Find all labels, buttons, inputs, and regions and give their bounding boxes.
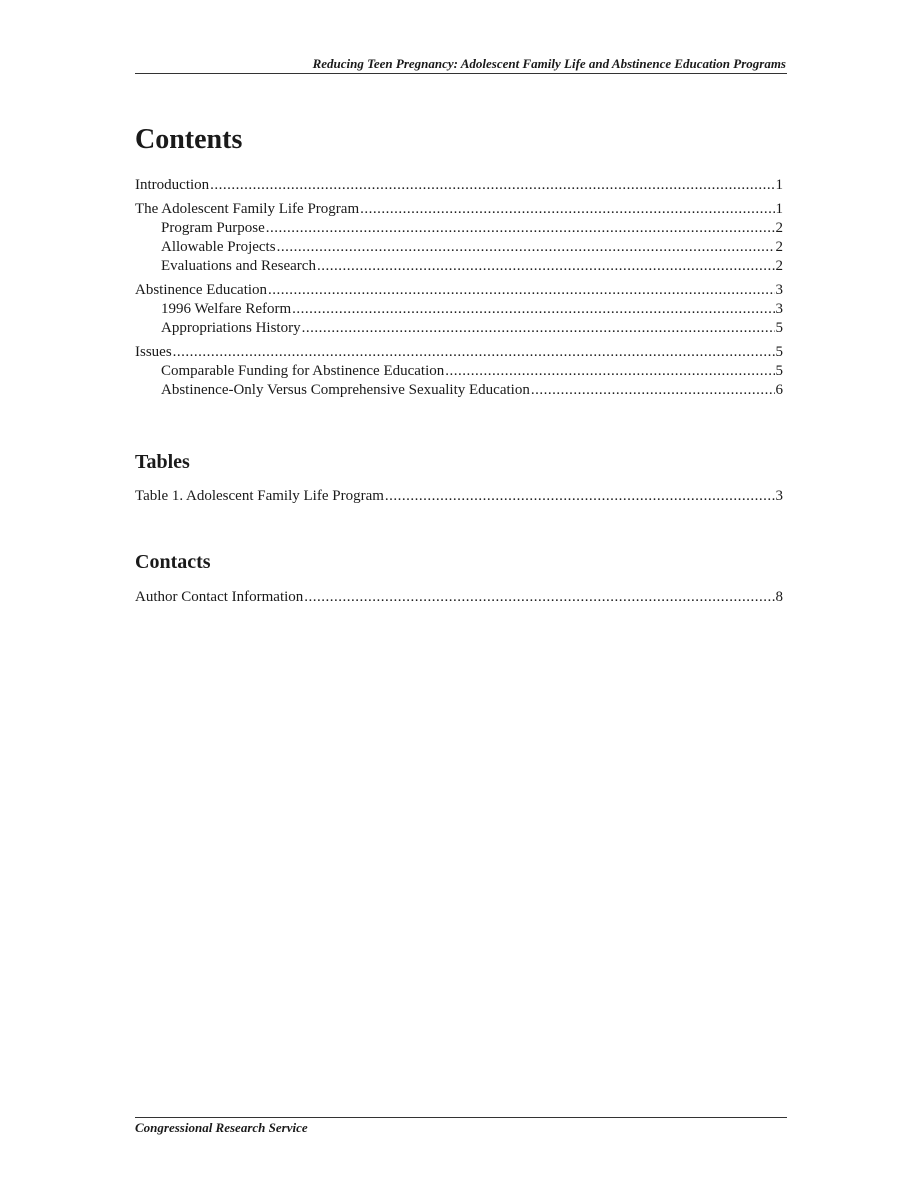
- toc-entry-label: Comparable Funding for Abstinence Education: [161, 363, 445, 379]
- toc-entry-label: Introduction: [135, 177, 210, 193]
- toc-entry-page: 5: [775, 363, 783, 379]
- dot-leader: [268, 281, 774, 300]
- toc-entry-page: 3: [775, 488, 783, 504]
- toc-entry-1996-welfare-reform[interactable]: [135, 300, 783, 319]
- footer-divider: [135, 1117, 787, 1118]
- toc-entry-table-1[interactable]: [135, 487, 783, 506]
- toc-entry-label: Appropriations History: [161, 320, 301, 336]
- dot-leader: [304, 588, 774, 607]
- toc-entry-issues[interactable]: [135, 343, 783, 362]
- running-header: Reducing Teen Pregnancy: Adolescent Family Life and Abstinence Education Programs: [312, 56, 786, 71]
- toc-entry-page: 3: [775, 282, 783, 298]
- dot-leader: [266, 219, 775, 238]
- toc-entry-page: 1: [775, 177, 783, 193]
- toc-entry-page: 3: [775, 301, 783, 317]
- toc-entry-page: 5: [775, 320, 783, 336]
- toc-entry-label: Author Contact Information: [135, 589, 304, 605]
- toc-entry-label: 1996 Welfare Reform: [161, 301, 292, 317]
- toc-entry-label: Abstinence-Only Versus Comprehensive Sexuality Education: [161, 382, 530, 398]
- toc-entry-page: 1: [775, 201, 783, 217]
- dot-leader: [277, 238, 775, 257]
- toc-entry-label: Table 1. Adolescent Family Life Program: [135, 488, 384, 504]
- toc-entry-allowable-projects[interactable]: [135, 238, 783, 257]
- dot-leader: [445, 362, 774, 381]
- dot-leader: [173, 343, 775, 362]
- toc-entry-label: The Adolescent Family Life Program: [135, 201, 360, 217]
- dot-leader: [531, 381, 775, 400]
- toc-entry-label: Allowable Projects: [161, 239, 276, 255]
- dot-leader: [317, 257, 775, 276]
- toc-entry-evaluations-and-research[interactable]: [135, 257, 783, 276]
- toc-entry-appropriations-history[interactable]: [135, 319, 783, 338]
- toc-entry-page: 8: [775, 589, 783, 605]
- dot-leader: [360, 200, 774, 219]
- toc-entry-label: Program Purpose: [161, 220, 265, 236]
- contacts-heading: Contacts: [135, 551, 211, 573]
- contacts-toc: [135, 588, 783, 607]
- dot-leader: [210, 176, 774, 195]
- contents-heading: Contents: [135, 124, 243, 155]
- toc-entry-page: 2: [775, 220, 783, 236]
- toc-entry-adolescent-family-life-program[interactable]: [135, 200, 783, 219]
- header-divider: [135, 73, 787, 74]
- toc-entry-comparable-funding[interactable]: [135, 362, 783, 381]
- toc-entry-introduction[interactable]: [135, 176, 783, 195]
- toc-entry-label: Issues: [135, 344, 172, 360]
- toc-entry-label: Evaluations and Research: [161, 258, 316, 274]
- tables-heading: Tables: [135, 451, 190, 473]
- contents-toc: [135, 176, 783, 400]
- toc-entry-program-purpose[interactable]: [135, 219, 783, 238]
- footer-text: Congressional Research Service: [135, 1120, 308, 1135]
- toc-entry-abstinence-education[interactable]: [135, 281, 783, 300]
- toc-entry-page: 2: [775, 258, 783, 274]
- tables-toc: [135, 487, 783, 506]
- toc-entry-page: 6: [775, 382, 783, 398]
- dot-leader: [385, 487, 775, 506]
- toc-entry-abstinence-only-versus-comprehensive[interactable]: [135, 381, 783, 400]
- toc-entry-page: 2: [775, 239, 783, 255]
- toc-entry-page: 5: [775, 344, 783, 360]
- dot-leader: [302, 319, 775, 338]
- toc-entry-label: Abstinence Education: [135, 282, 268, 298]
- toc-entry-author-contact-information[interactable]: [135, 588, 783, 607]
- dot-leader: [292, 300, 774, 319]
